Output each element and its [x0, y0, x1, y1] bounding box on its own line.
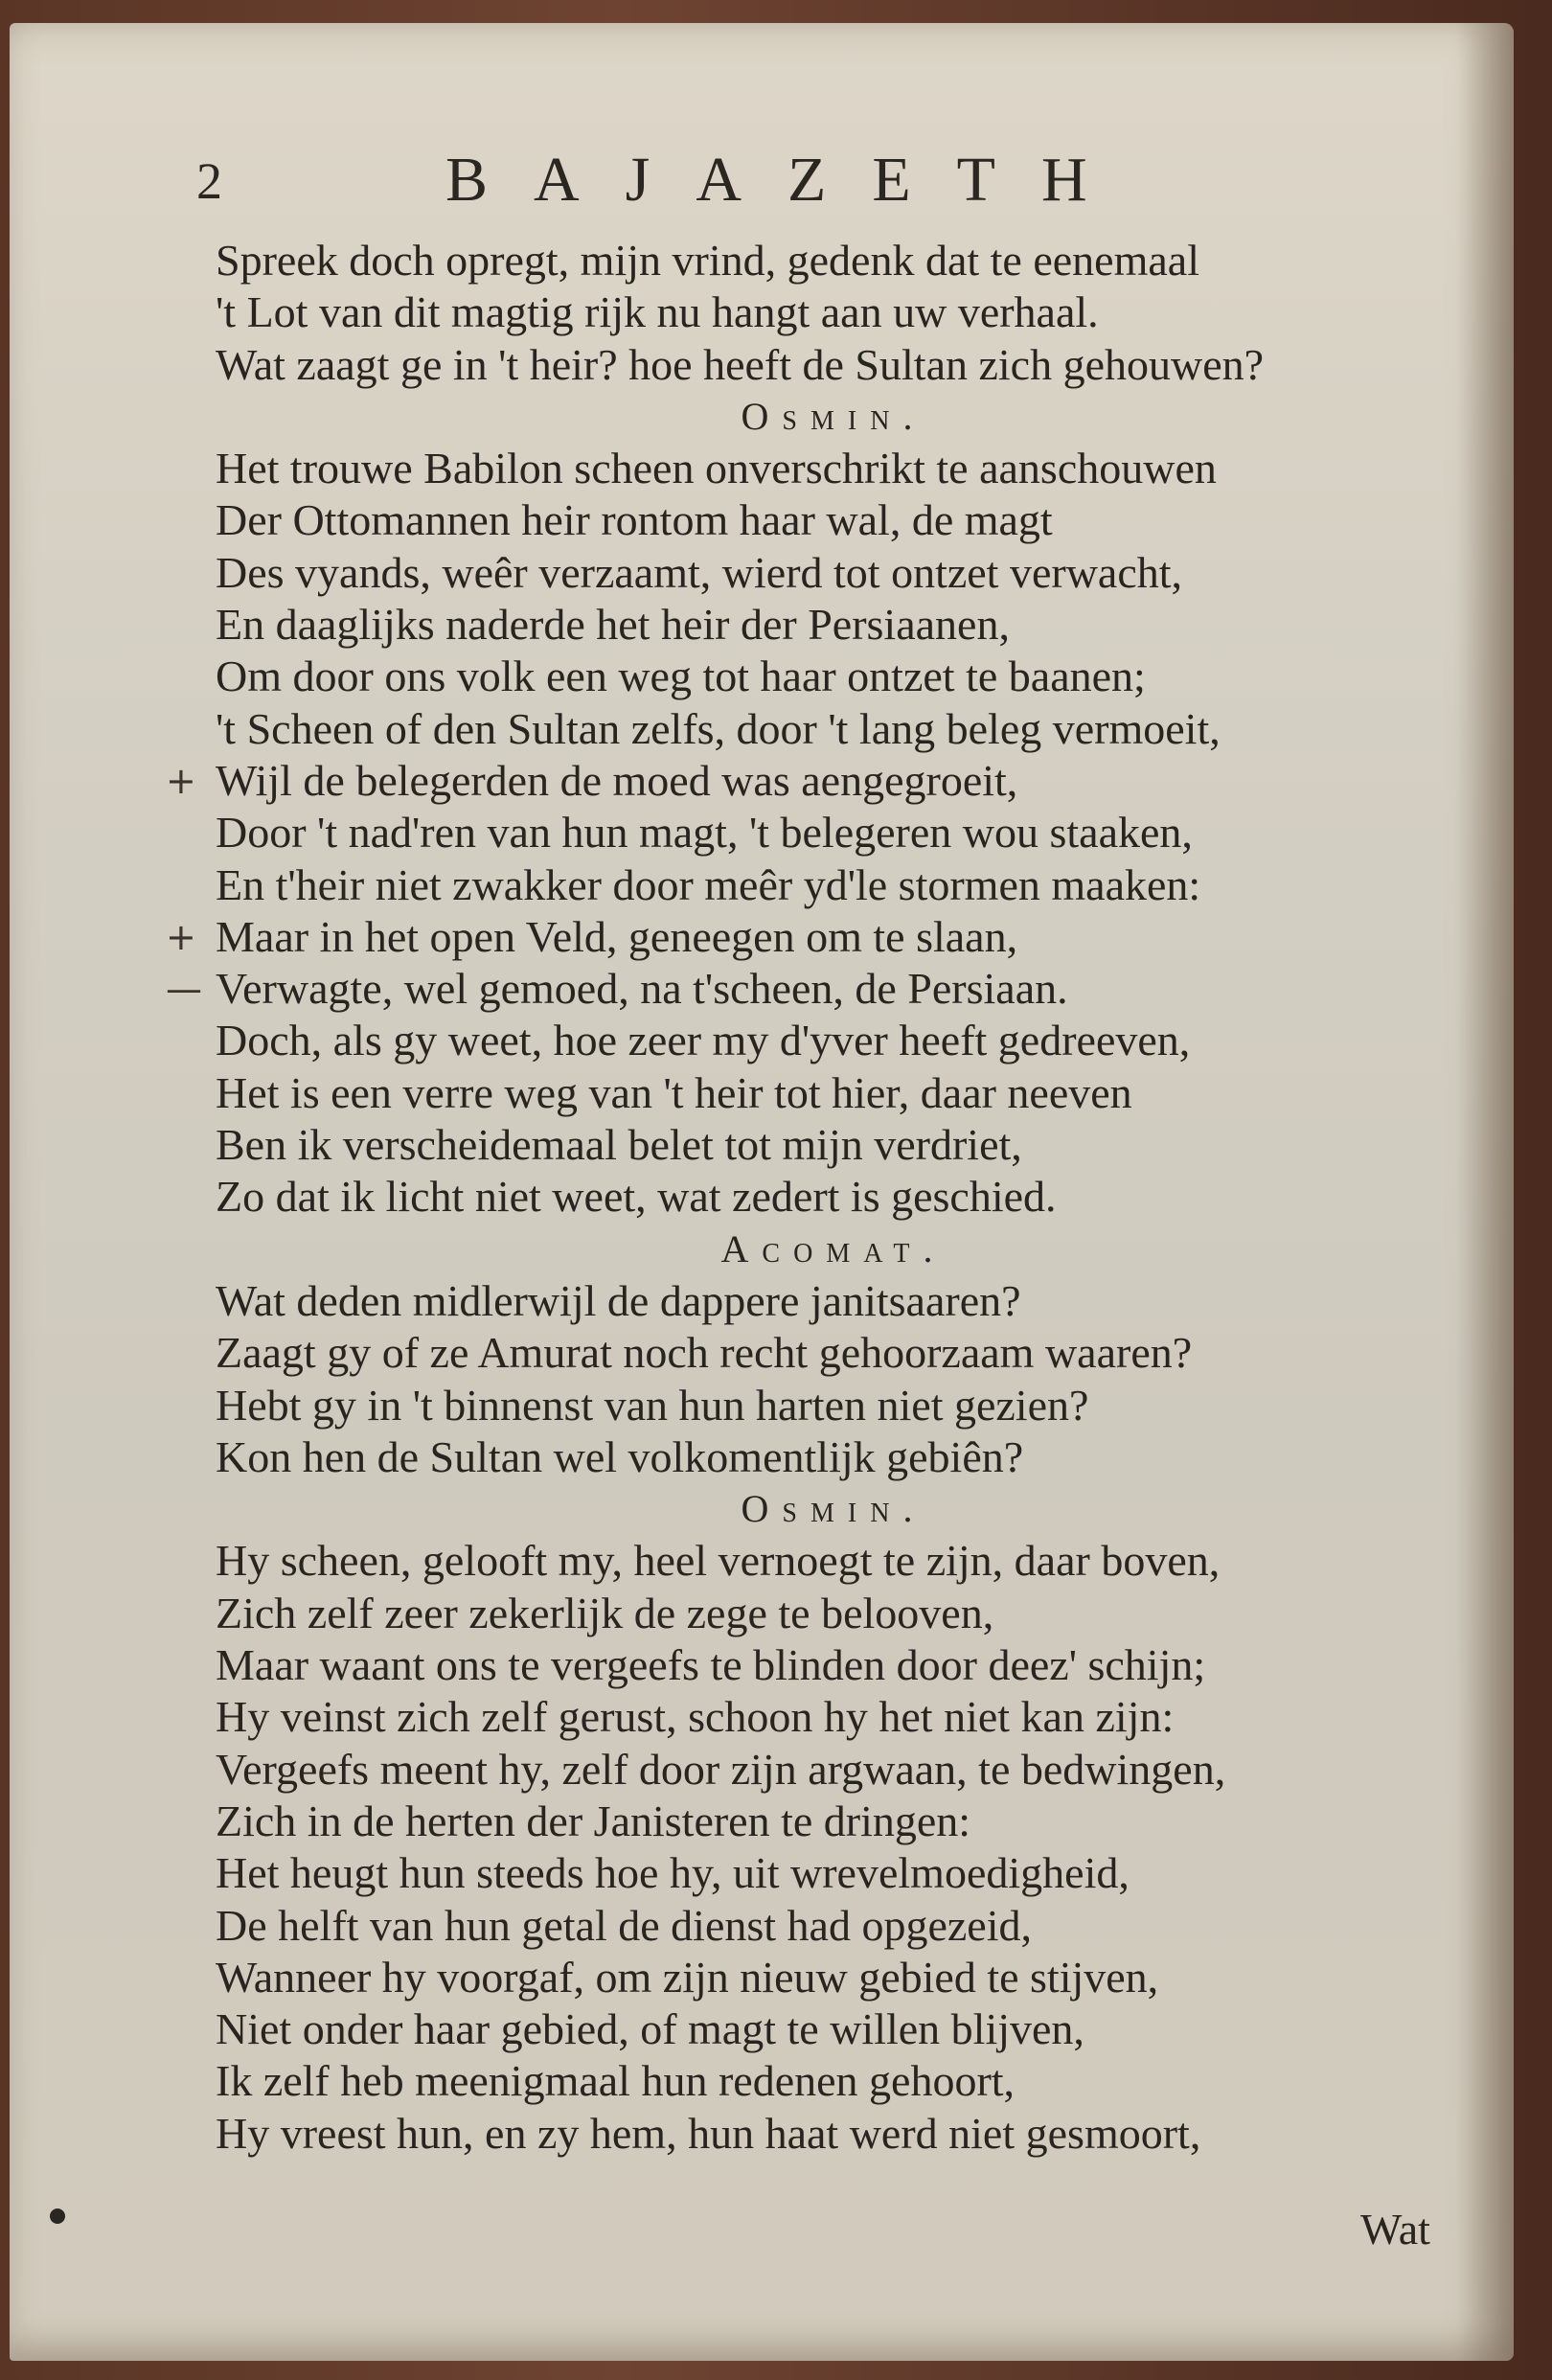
line-text: En t'heir niet zwakker door meêr yd'le stormen maaken:	[216, 859, 1201, 909]
verse-line	[216, 859, 1490, 911]
line-text: Vergeefs meent hy, zelf door zijn argwaan, te bedwingen,	[216, 1744, 1226, 1794]
verse-line	[216, 1952, 1490, 2003]
line-text: Der Ottomannen heir rontom haar wal, de magt	[216, 495, 1053, 545]
verse-line	[216, 1067, 1490, 1119]
speaker-name	[216, 1224, 1490, 1275]
line-text: Des vyands, weêr verzaamt, wierd tot ontzet verwacht,	[216, 547, 1183, 597]
line-text: Door 't nad'ren van hun magt, 't belegeren wou staaken,	[216, 808, 1193, 858]
verse-line	[216, 599, 1490, 651]
verse-line	[216, 1535, 1490, 1587]
verse-line	[216, 807, 1490, 858]
page-header	[196, 144, 1346, 249]
margin-mark: —	[166, 968, 202, 1011]
verse-line	[216, 1171, 1490, 1223]
line-text: Kon hen de Sultan wel volkomentlijk gebiên?	[216, 1431, 1024, 1481]
line-text: Wanneer hy voorgaf, om zijn nieuw gebied te stijven,	[216, 1952, 1159, 2002]
margin-mark: +	[166, 915, 196, 958]
line-text: Zaagt gy of ze Amurat noch recht gehoorzaam waaren?	[216, 1328, 1193, 1378]
verse-line	[216, 1900, 1490, 1952]
verse-line	[216, 1744, 1490, 1796]
line-text: Zich zelf zeer zekerlijk de zege te belooven,	[216, 1588, 994, 1637]
verse-line	[216, 1691, 1490, 1743]
verse-line	[216, 1380, 1490, 1431]
line-text: Ik zelf heb meenigmaal hun redenen gehoort,	[216, 2056, 1016, 2106]
line-text: Maar waant ons te vergeefs te blinden door deez' schijn;	[216, 1640, 1206, 1690]
verse-line	[216, 547, 1490, 599]
line-text: Spreek doch opregt, mijn vrind, gedenk dat te eenemaal	[216, 236, 1199, 285]
running-title: BAJAZETH	[445, 145, 1133, 215]
margin-mark: +	[166, 759, 196, 802]
verse-line	[216, 1588, 1490, 1639]
verse-line	[216, 286, 1490, 338]
verse-line	[216, 1639, 1490, 1691]
line-text: Hy vreest hun, en zy hem, hun haat werd niet gesmoort,	[216, 2108, 1201, 2158]
line-text: Om door ons volk een weg tot haar ontzet te baanen;	[216, 652, 1146, 701]
verse-line	[216, 494, 1490, 546]
line-text: Wat deden midlerwijl de dappere janitsaaren?	[216, 1275, 1021, 1325]
line-text: En daaglijks naderde het heir der Persiaanen,	[216, 600, 1010, 650]
verse-line	[216, 1847, 1490, 1899]
verse-line	[216, 1796, 1490, 1847]
line-text: 't Lot van dit magtig rijk nu hangt aan uw verhaal.	[216, 287, 1099, 337]
verse-line	[166, 911, 1490, 963]
line-text: Het is een verre weg van 't heir tot hier, daar neeven	[216, 1067, 1132, 1117]
verse-line	[216, 443, 1490, 494]
line-text: Hy veinst zich zelf gerust, schoon hy het niet kan zijn:	[216, 1692, 1175, 1742]
line-text: Zich in de herten der Janisteren te dringen:	[216, 1796, 971, 1845]
line-text: Acomat.	[720, 1226, 947, 1270]
verse-line	[216, 1431, 1490, 1483]
speaker-name	[216, 391, 1490, 443]
verse-line	[216, 2003, 1490, 2055]
line-text: Het heugt hun steeds hoe hy, uit wrevelmoedigheid,	[216, 1848, 1130, 1898]
verse-line	[216, 1119, 1490, 1171]
line-text: Doch, als gy weet, hoe zeer my d'yver heeft gedreeven,	[216, 1016, 1191, 1065]
verse-line	[166, 755, 1490, 807]
speaker-name	[216, 1483, 1490, 1535]
catchword: Wat	[1360, 2205, 1430, 2254]
verse-line	[216, 339, 1490, 391]
line-text: De helft van hun getal de dienst had opgezeid,	[216, 1900, 1032, 1950]
line-text: Wijl de belegerden de moed was aengegroeit,	[216, 755, 1018, 805]
line-text: Niet onder haar gebied, of magt te willen blijven,	[216, 2004, 1084, 2054]
line-text: Maar in het open Veld, geneegen om te slaan,	[216, 911, 1018, 961]
verse-line	[216, 1015, 1490, 1066]
verse-line	[216, 2108, 1490, 2160]
line-text: Het trouwe Babilon scheen onverschrikt te aanschouwen	[216, 444, 1217, 493]
line-text: Verwagte, wel gemoed, na t'scheen, de Persiaan.	[216, 964, 1068, 1014]
line-text: Osmin.	[741, 1487, 926, 1531]
line-text: Ben ik verscheidemaal belet tot mijn verdriet,	[216, 1120, 1022, 1170]
verse-line	[166, 963, 1490, 1015]
line-text: Hebt gy in 't binnenst van hun harten niet gezien?	[216, 1380, 1089, 1430]
verse-line	[216, 703, 1490, 755]
ink-spot	[50, 2208, 65, 2224]
line-text: Osmin.	[741, 394, 926, 438]
verse-line	[216, 651, 1490, 702]
line-text: Hy scheen, gelooft my, heel vernoegt te zijn, daar boven,	[216, 1536, 1221, 1586]
line-text: Zo dat ik licht niet weet, wat zedert is geschied.	[216, 1172, 1057, 1222]
verse-text	[166, 235, 1490, 2160]
verse-line	[216, 1275, 1490, 1327]
page-number: 2	[196, 152, 222, 210]
line-text: 't Scheen of den Sultan zelfs, door 't lang beleg vermoeit,	[216, 703, 1221, 753]
line-text: Wat zaagt ge in 't heir? hoe heeft de Sultan zich gehouwen?	[216, 339, 1265, 389]
verse-line	[216, 235, 1490, 286]
verse-line	[216, 1327, 1490, 1379]
verse-line	[216, 2055, 1490, 2107]
